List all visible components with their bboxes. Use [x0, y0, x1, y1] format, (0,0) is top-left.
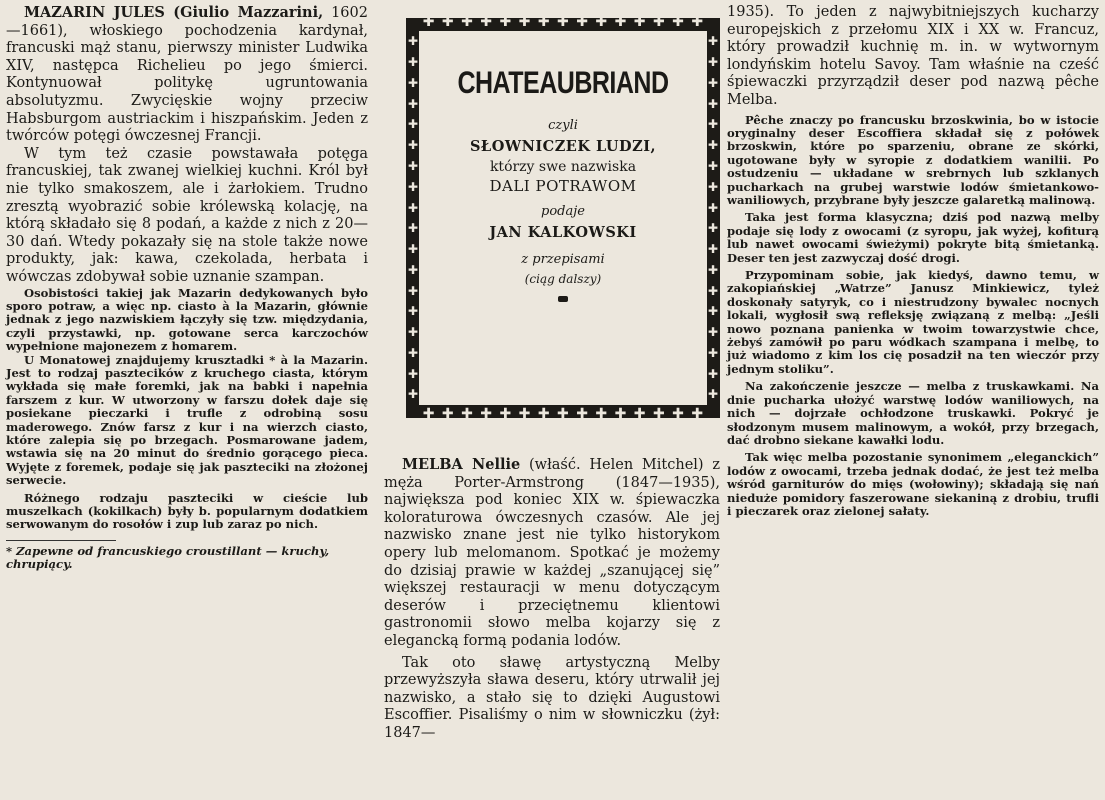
paragraph-dedications: Osobistości takiej jak Mazarin dedykowanych było sporo potraw, a więc np. ciasto à la Mazarin, głównie jednak z jego nazwiskiem łączyły się tzw. międzydania, czyli przystawki, np. gotowane serca karczochów wypełnione majonezem z homarem.: [6, 285, 368, 354]
series-title: [433, 65, 693, 302]
title-line-ciag-dalszy: (ciąg dalszy): [524, 272, 602, 286]
ornament-border-left: ✚ ✚ ✚ ✚ ✚ ✚ ✚ ✚ ✚ ✚ ✚ ✚ ✚ ✚ ✚ ✚ ✚ ✚: [407, 34, 419, 402]
ornament-border-bottom: ✚ ✚ ✚ ✚ ✚ ✚ ✚ ✚ ✚ ✚ ✚ ✚ ✚ ✚ ✚: [422, 406, 704, 422]
entry-melba: [384, 456, 720, 651]
title-line-dali-potrawom: DALI POTRAWOM: [489, 177, 637, 195]
strawberry-dish: melba z truskawkami.: [926, 379, 1075, 394]
garnish-text: (wołowiny); składają się nań nieduże pomidory faszerowane siekaniną z drobiu, trufli i pieczarek oraz zielonej sałaty.: [727, 477, 1099, 518]
recipe-intro: U Monatowej znajdujemy: [24, 352, 195, 367]
title-line-ktorzy: którzy swe nazwiska: [489, 159, 637, 175]
column-middle: [384, 456, 720, 743]
paragraph-kitchen: W tym też czasie powstawała potęga francuskiej, tak zwanej wielkiej kuchni. Król był nie tylko smakoszem, ale i żarłokiem. Trudno zresztą wyobrazić sobie królewską kolację, na którą składało się 8 podań, a każde z nich z 20—30 dań. Wtedy pokazały się na stole także nowe produkty, jak: kawa, czekolada, herbata i wówczas zdobywał sobie uznanie szampan.: [6, 145, 368, 285]
garnish-intro: Tak więc melba pozostanie synonimem „eleganckich” lodów z owocami, trzeba jednak dodać, że jest też: [727, 450, 1099, 478]
paragraph-savoy: 1935). To jeden z najwybitniejszych kucharzy europejskich z przełomu XIX i XX w. Francuz, który prowadził kuchnię m. in. w wytwornym londyńskim hotelu Savoy. Tam właśnie na cześć śpiewaczki przyrządził deser pod nazwą pêche Melba.: [727, 4, 1099, 108]
column-right: [727, 0, 1099, 518]
footnote: * Zapewne od francuskiego croustillant — kruchy, chrupiący.: [6, 543, 330, 572]
title-line-przepisami: z przepisami: [521, 252, 605, 267]
entry-mazarin: [6, 4, 368, 146]
column-left: [6, 0, 368, 572]
strawberry-intro: Na zakończenie jeszcze —: [745, 379, 927, 394]
title-box-inner: [407, 14, 719, 422]
entry-mazarin-text: 1602—1661), włoskiego pochodzenia kardynał, francuski mąż stanu, pierwszy minister Ludwika XIV, następca Richelieu po jego śmierci. Kontynuował politykę ugruntowania absolutyzmu. Zwycięskie wojny przeciw Habsburgom austriackim i hiszpańskim. Jeden z twórców potęgi ówczesnej Francji.: [6, 5, 368, 145]
paragraph-strawberries: [727, 380, 1099, 447]
title-line-czyli: czyli: [548, 118, 578, 133]
title-box: [406, 14, 720, 422]
garnish-dish: melba wśród garniturów do mięs: [727, 463, 1099, 492]
entry-mazarin-head: MAZARIN JULES (Giulio Mazzarini,: [24, 4, 324, 21]
ornament-border-right: ✚ ✚ ✚ ✚ ✚ ✚ ✚ ✚ ✚ ✚ ✚ ✚ ✚ ✚ ✚ ✚ ✚ ✚: [707, 34, 719, 402]
title-line-podaje: podaje: [541, 204, 585, 219]
entry-melba-text: (właść. Helen Mitchel) z męża Porter-Armstrong (1847—1935), największa pod koniec XIX w. śpiewaczka koloraturowa ówczesnych czasów. Ale jej nazwisko znane jest nie tylko historykom opery lub melomanom. Spotkać je możemy do dzisiaj prawie w każdej „szanującej się” większej restauracji w menu dotyczącym deserów i przeciętnemu klientowi gastronomii słowo melba kojarzy się z elegancką formą podania lodów.: [384, 457, 720, 649]
recipe-text: Jest to rodzaj pasztecików z kruchego ciasta, którym wykłada się małe foremki, jak na babki i napełnia farszem z kur. W utworzony w farszu dołek daje się posiekane pieczarki i trufle z odrobiną sosu maderowego. Znów farsz z kur i na wierzch ciasto, które zalepia się po brzegach. Posmarowane jadem, wstawia się na 20 minut do średnio gorącego pieca. Wyjęte z foremek, podaje się jak paszteciki na złożonej serwecie.: [6, 365, 368, 488]
ornament-dot-icon: [558, 296, 568, 302]
paragraph-escoffier: Tak oto sławę artystyczną Melby przewyższyła sława deseru, który utrwalił jej nazwisko, a stało się to dzięki Augustowi Escoffier. Pisaliśmy o nim w słowniczku (żył: 1847—: [384, 654, 720, 741]
ornament-border-top: ✚ ✚ ✚ ✚ ✚ ✚ ✚ ✚ ✚ ✚ ✚ ✚ ✚ ✚ ✚: [422, 14, 704, 30]
paragraph-classic-form: Taka jest forma klasyczna; dziś pod nazwą melby podaje się lody z owocami (z syropu, jak wyżej, kofiturą lub nawet owocami świeżymi) pokryte bitą śmietanką. Deser ten jest zazwyczaj dość drogi.: [727, 210, 1099, 265]
title-main: CHATEAUBRIAND: [457, 65, 669, 101]
paragraph-garnish: [727, 451, 1099, 518]
paragraph-recipe-krusztadki: [6, 354, 368, 488]
paragraph-anecdote: Przypominam sobie, jak kiedyś, dawno temu, w zakopiańskiej „Watrze” Janusz Minkiewicz, tyleż doskonały satyryk, co i niestrudzony bywalec nocnych lokali, wygłosił swą refleksję związaną z melbą: „Jeśli nowo poznana panienka w twoim towarzystwie chce, żebyś zamówił po paru wódkach szampana i melbę, to już wiadomo z kim los cię posadził na ten wieczór przy jednym stoliku”.: [727, 268, 1099, 376]
paragraph-pasties: Różnego rodzaju paszteciki w cieście lub muszelkach (kokilkach) były b. popularnym dodatkiem serwowanym do rosołów i zup lub zaraz po nich.: [6, 490, 368, 532]
footnote-divider: [6, 540, 116, 541]
entry-melba-head: MELBA Nellie: [402, 456, 521, 473]
title-line-slowniczek: SŁOWNICZEK LUDZI,: [469, 138, 657, 155]
author-name: JAN KALKOWSKI: [489, 224, 637, 241]
strawberry-text: Na dnie pucharka ułożyć warstwę lodów waniliowych, na nich — dojrzałe ochłodzone truskawki. Pokryć je słodzonym musem malinowym, a wokół, przy brzegach, dać drobno siekane kawałki lodu.: [727, 379, 1099, 447]
recipe-name: krusztadki * à la Mazarin.: [194, 352, 368, 367]
paragraph-peche: Pêche znaczy po francusku brzoskwinia, bo w istocie oryginalny deser Escoffiera składał się z połówek brzoskwin, które po sparzeniu, obrane ze skórki, ugotowane były w syropie z dodatkiem wanilii. Po ostudzeniu — układane w srebrnych lub szklanych pucharkach na grubej warstwie lodów śmietankowo-waniliowych, przybrane były jeszcze galaretką malinową.: [727, 112, 1099, 207]
